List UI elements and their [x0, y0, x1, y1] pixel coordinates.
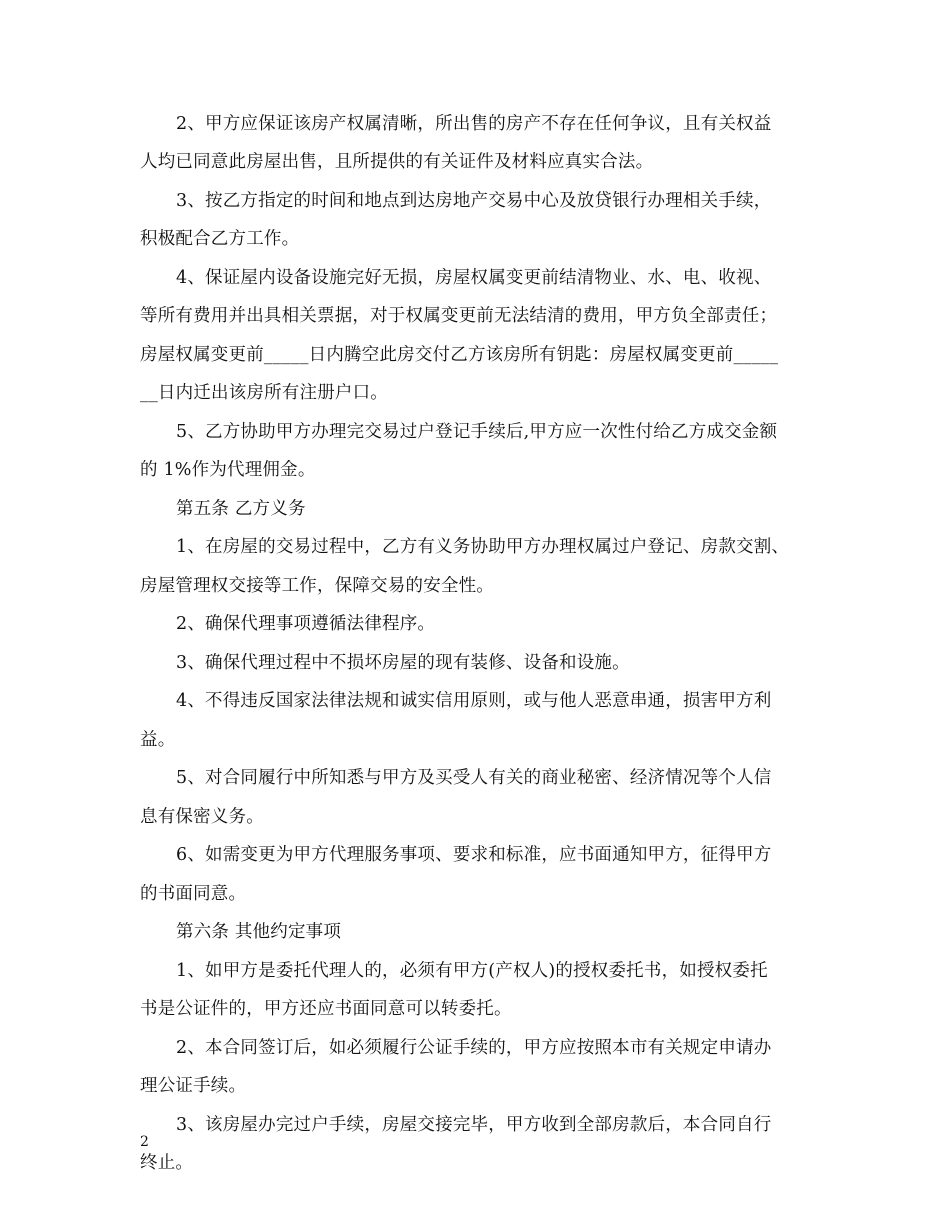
paragraph-line: 3、该房屋办完过户手续，房屋交接完毕，甲方收到全部房款后，本合同自行	[176, 1115, 772, 1135]
paragraph-line: 等所有费用并出具相关票据，对于权属变更前无法结清的费用，甲方负全部责任；	[140, 306, 778, 326]
paragraph-line: 2、甲方应保证该房产权属清晰，所出售的房产不存在任何争议，且有关权益	[176, 114, 772, 134]
paragraph-line: 3、确保代理过程中不损坏房屋的现有装修、设备和设施。	[176, 653, 630, 673]
paragraph-line: 1、在房屋的交易过程中，乙方有义务协助甲方办理权属过户登记、房款交割、	[176, 537, 790, 557]
paragraph-line: 积极配合乙方工作。	[140, 229, 300, 249]
paragraph-line: 理公证手续。	[140, 1076, 247, 1096]
paragraph-line: 6、如需变更为甲方代理服务事项、要求和标准，应书面通知甲方，征得甲方	[176, 845, 772, 865]
paragraph-line: 终止。	[140, 1153, 194, 1173]
paragraph-line: 房屋权属变更前_____日内腾空此房交付乙方该房所有钥匙：房屋权属变更前_____	[140, 345, 779, 365]
paragraph-line: 息有保密义务。	[140, 807, 264, 827]
page-number: 2	[140, 1134, 149, 1150]
paragraph-line: __日内迁出该房所有注册户口。	[140, 383, 388, 403]
paragraph-line: 1、如甲方是委托代理人的，必须有甲方(产权人)的授权委托书，如授权委托	[176, 961, 768, 981]
paragraph-line: 3、按乙方指定的时间和地点到达房地产交易中心及放贷银行办理相关手续，	[176, 191, 772, 211]
paragraph-line: 4、不得违反国家法律法规和诚实信用原则，或与他人恶意串通，损害甲方利	[176, 691, 772, 711]
paragraph-line: 书是公证件的，甲方还应书面同意可以转委托。	[140, 999, 512, 1019]
paragraph-line: 4、保证屋内设备设施完好无损，房屋权属变更前结清物业、水、电、收视、	[176, 268, 772, 288]
paragraph-line: 2、确保代理事项遵循法律程序。	[176, 614, 436, 634]
paragraph-line: 益。	[140, 730, 176, 750]
section-heading: 第六条 其他约定事项	[176, 922, 342, 942]
paragraph-line: 房屋管理权交接等工作，保障交易的安全性。	[140, 576, 494, 596]
paragraph-line: 2、本合同签订后，如必须履行公证手续的，甲方应按照本市有关规定申请办	[176, 1038, 772, 1058]
paragraph-line: 5、对合同履行中所知悉与甲方及买受人有关的商业秘密、经济情况等个人信	[176, 768, 772, 788]
paragraph-line: 5、乙方协助甲方办理完交易过户登记手续后,甲方应一次性付给乙方成交金额	[176, 422, 778, 442]
paragraph-line: 的书面同意。	[140, 884, 247, 904]
paragraph-line: 人均已同意此房屋出售，且所提供的有关证件及材料应真实合法。	[140, 152, 654, 172]
paragraph-line: 的 1%作为代理佣金。	[140, 460, 316, 480]
section-heading: 第五条 乙方义务	[176, 499, 306, 519]
